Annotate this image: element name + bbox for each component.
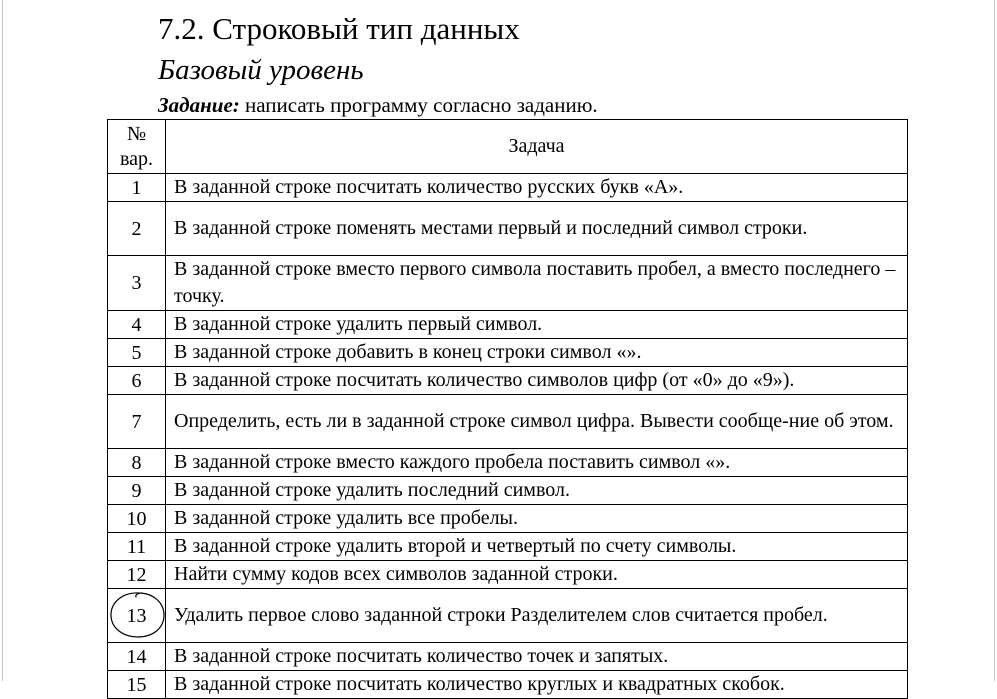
task-instruction xyxy=(158,91,598,119)
table-row xyxy=(108,671,908,699)
header-num-abbrev: вар. xyxy=(119,147,154,170)
section-title: 7.2. Строковый тип данных xyxy=(158,11,520,46)
table-row xyxy=(108,339,908,367)
header-variant-number xyxy=(108,120,166,174)
task-description: В заданной строке вместо первого символа поставить пробел, а вместо последнего – точку. xyxy=(166,256,908,311)
table-row xyxy=(108,643,908,671)
page-edge-left xyxy=(2,0,3,681)
variant-number: 5 xyxy=(108,339,166,367)
table-row xyxy=(108,449,908,477)
variant-number: 6 xyxy=(108,367,166,395)
variant-number: 2 xyxy=(108,202,166,256)
table-row xyxy=(108,561,908,589)
variant-number: 7 xyxy=(108,395,166,449)
level-title: Базовый уровень xyxy=(158,54,364,86)
table-row xyxy=(108,533,908,561)
table-row xyxy=(108,395,908,449)
task-description: В заданной строке удалить последний символ. xyxy=(166,477,908,505)
table-row xyxy=(108,505,908,533)
table-row xyxy=(108,202,908,256)
table-row xyxy=(108,311,908,339)
task-description: В заданной строке посчитать количество круглых и квадратных скобок. xyxy=(166,671,908,699)
task-description: В заданной строке удалить первый символ. xyxy=(166,311,908,339)
task-description: В заданной строке добавить в конец строки символ «». xyxy=(166,339,908,367)
task-description: В заданной строке вместо каждого пробела поставить символ «». xyxy=(166,449,908,477)
task-description: В заданной строке поменять местами первый и последний символ строки. xyxy=(166,202,908,256)
variant-number: 8 xyxy=(108,449,166,477)
task-description: Найти сумму кодов всех символов заданной строки. xyxy=(166,561,908,589)
variant-number: 12 xyxy=(108,561,166,589)
task-text: написать программу согласно заданию. xyxy=(239,93,598,117)
variant-number: 10 xyxy=(108,505,166,533)
table-row xyxy=(108,174,908,202)
variant-number: 11 xyxy=(108,533,166,561)
variant-number: 15 xyxy=(108,671,166,699)
table-row xyxy=(108,589,908,643)
table-row xyxy=(108,256,908,311)
task-description: В заданной строке посчитать количество символов цифр (от «0» до «9»). xyxy=(166,367,908,395)
header-task: Задача xyxy=(166,120,908,174)
task-label: Задание: xyxy=(158,93,240,117)
task-description: Определить, есть ли в заданной строке символ цифра. Вывести сообще-ние об этом. xyxy=(166,395,908,449)
table-header-row xyxy=(108,120,908,174)
variant-number: 3 xyxy=(108,256,166,311)
variant-number: 13 xyxy=(108,589,166,643)
table-row xyxy=(108,367,908,395)
task-description: В заданной строке посчитать количество русских букв «А». xyxy=(166,174,908,202)
variant-number: 4 xyxy=(108,311,166,339)
tasks-table xyxy=(107,119,908,699)
table-row xyxy=(108,477,908,505)
variant-number: 9 xyxy=(108,477,166,505)
header-num-symbol: № xyxy=(126,122,147,145)
variant-number: 14 xyxy=(108,643,166,671)
task-description: В заданной строке посчитать количество точек и запятых. xyxy=(166,643,908,671)
task-description: Удалить первое слово заданной строки Разделителем слов считается пробел. xyxy=(166,589,908,643)
page-edge-right xyxy=(994,0,995,681)
task-description: В заданной строке удалить все пробелы. xyxy=(166,505,908,533)
task-description: В заданной строке удалить второй и четвертый по счету символы. xyxy=(166,533,908,561)
variant-number: 1 xyxy=(108,174,166,202)
